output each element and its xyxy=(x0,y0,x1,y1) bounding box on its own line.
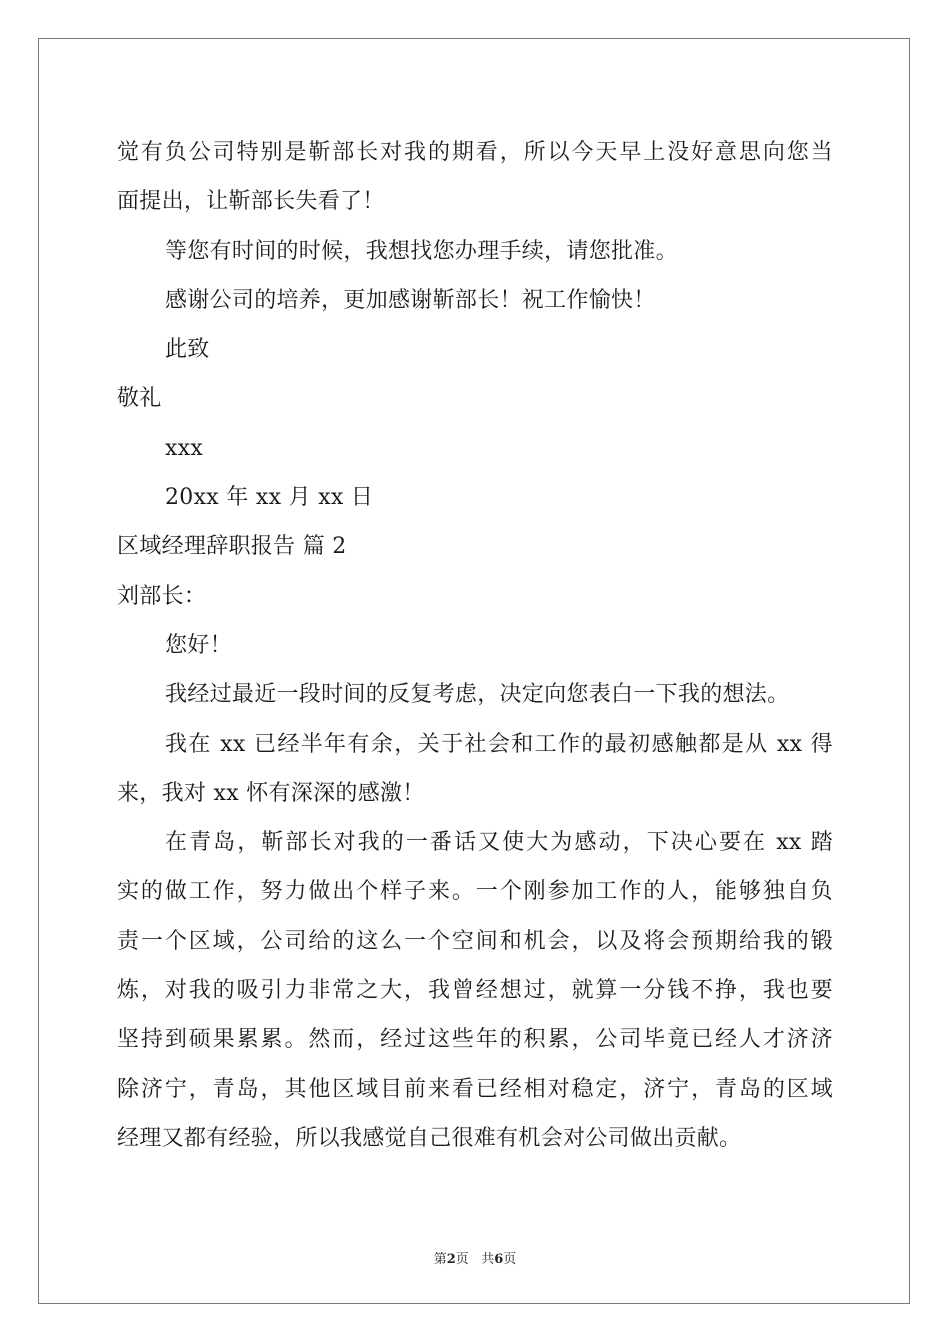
text-line: 您好！ xyxy=(165,632,232,658)
text-line: 在青岛，靳部长对我的一番话又使大为感动，下决心要在 xx 踏 xyxy=(165,830,833,856)
text-line: 责一个区域，公司给的这么一个空间和机会，以及将会预期给我的锻 xyxy=(117,928,833,954)
document-body xyxy=(117,128,833,1163)
text-line: xxx xyxy=(165,435,204,461)
text-line: 除济宁，青岛，其他区域目前来看已经相对稳定，济宁，青岛的区域 xyxy=(117,1076,833,1102)
text-line: 觉有负公司特别是靳部长对我的期看，所以今天早上没好意思向您当 xyxy=(117,140,833,165)
text-line: 经理又都有经验，所以我感觉自己很难有机会对公司做出贡献。 xyxy=(117,1125,742,1151)
text-line: 我在 xx 已经半年有余，关于社会和工作的最初感触都是从 xx 得 xyxy=(165,731,833,757)
text-line: 20xx 年 xx 月 xx 日 xyxy=(165,485,374,511)
text-line: 来，我对 xx 怀有深深的感激！ xyxy=(117,780,425,806)
text-line: 此致 xyxy=(165,337,210,363)
text-line: 感谢公司的培养，更加感谢靳部长！祝工作愉快！ xyxy=(165,287,656,313)
text-line: 我经过最近一段时间的反复考虑，决定向您表白一下我的想法。 xyxy=(165,682,790,708)
text-line: 敬礼 xyxy=(117,386,162,412)
text-line: 区域经理辞职报告 篇 2 xyxy=(117,534,347,560)
text-line: 实的做工作，努力做出个样子来。一个刚参加工作的人，能够独自负 xyxy=(117,879,833,905)
text-line: 坚持到硕果累累。然而，经过这些年的积累，公司毕竟已经人才济济 xyxy=(117,1027,833,1053)
text-line: 等您有时间的时候，我想找您办理手续，请您批准。 xyxy=(165,238,678,264)
total-prefix: 共 xyxy=(481,1252,495,1267)
page-suffix: 页 xyxy=(455,1252,469,1267)
text-line: 炼，对我的吸引力非常之大，我曾经想过，就算一分钱不挣，我也要 xyxy=(117,978,833,1004)
text-line: 刘部长： xyxy=(117,583,207,609)
page-prefix: 第 xyxy=(433,1252,447,1267)
text-line: 面提出，让靳部长失看了！ xyxy=(117,189,385,215)
page-number: 2 xyxy=(446,1252,456,1267)
total-suffix: 页 xyxy=(503,1252,517,1267)
total-number: 6 xyxy=(494,1252,504,1267)
page-footer xyxy=(0,1248,950,1267)
